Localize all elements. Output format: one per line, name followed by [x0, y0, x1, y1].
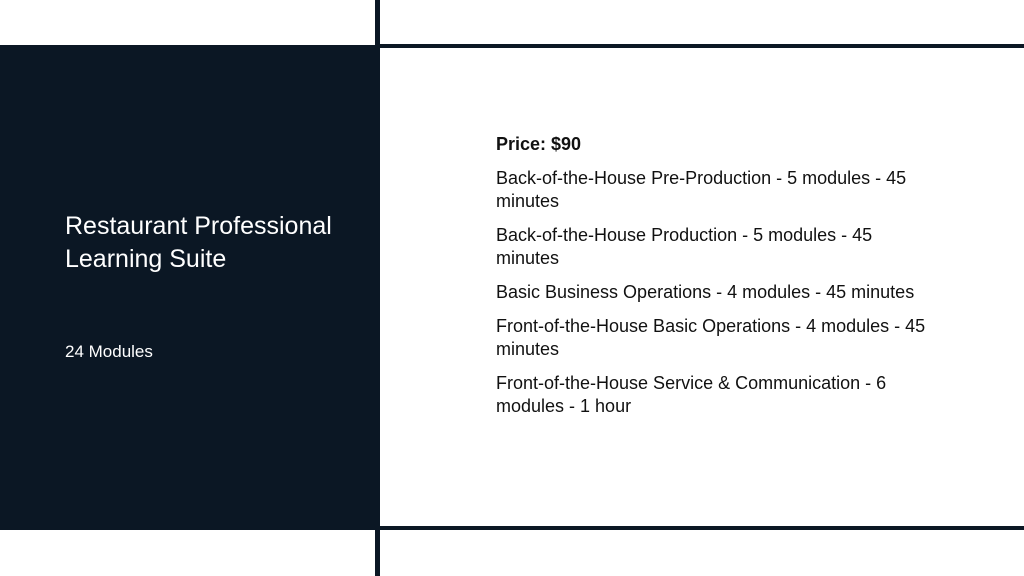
title-panel — [0, 45, 380, 530]
course-list — [496, 167, 936, 418]
list-item: Back-of-the-House Pre-Production - 5 modules - 45 minutes — [496, 168, 907, 211]
top-divider-line — [380, 44, 1024, 48]
top-vertical-line — [375, 0, 380, 46]
list-item: Back-of-the-House Production - 5 modules - 45 minutes — [496, 225, 873, 268]
bottom-vertical-line — [375, 528, 380, 576]
price-label: Price: $90 — [496, 134, 582, 154]
bottom-divider-line — [380, 526, 1024, 530]
course-details — [496, 133, 936, 429]
slide-title: Restaurant Professional Learning Suite — [65, 212, 332, 273]
module-count: 24 Modules — [65, 342, 153, 361]
list-item: Front-of-the-House Basic Operations - 4 modules - 45 minutes — [496, 316, 926, 359]
list-item: Front-of-the-House Service & Communication - 6 modules - 1 hour — [496, 373, 887, 416]
list-item: Basic Business Operations - 4 modules - 45 minutes — [496, 282, 915, 302]
